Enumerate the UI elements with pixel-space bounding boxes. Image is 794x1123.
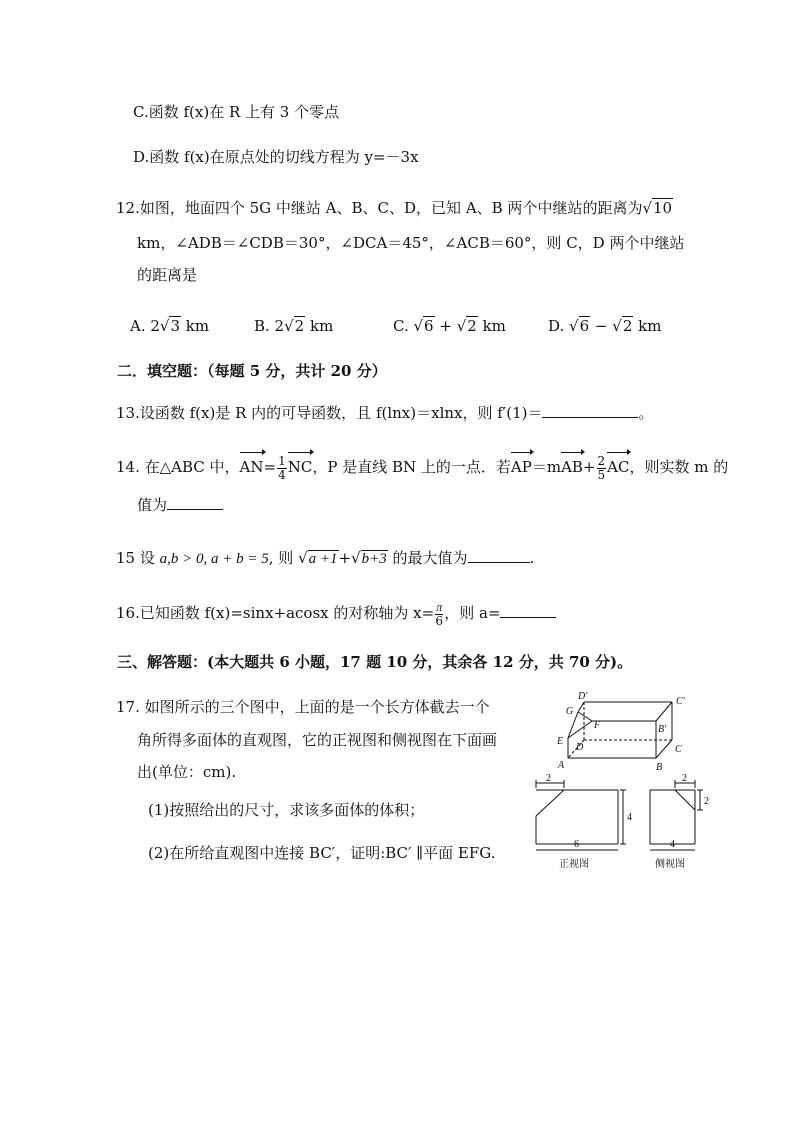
svg-text:A: A (558, 760, 565, 771)
svg-text:侧视图: 侧视图 (655, 859, 685, 870)
section2-heading: 二．填空题：（每题 5 分，共计 20 分） (117, 362, 387, 380)
q13: 13.设函数 f(x)是 R 内的可导函数，且 f(lnx)＝xlnx，则 f′(1)＝ 。 (116, 404, 654, 422)
q11-option-c: C.函数 f(x)在 R 上有 3 个零点 (133, 103, 340, 121)
svg-text:4: 4 (670, 839, 675, 850)
q14-line2: 值为 (137, 495, 223, 515)
answer-blank[interactable] (500, 603, 556, 618)
cuboid-figure (548, 688, 698, 776)
q12-option-d: D. √6 − √2 km (548, 317, 662, 335)
q12-option-c: C. √6 + √2 km (393, 317, 506, 335)
q15: 15 设 a,b > 0, a + b = 5, 则 √a +1+√b+3 的最大值为 . (116, 549, 535, 567)
svg-text:B: B (656, 762, 663, 773)
svg-text:F: F (594, 720, 601, 731)
section3-heading: 三、解答题：(本大题共 6 小题，17 题 10 分，其余各 12 分，共 70 分)。 (117, 653, 633, 671)
q17-line1: 17. 如图所示的三个图中，上面的是一个长方体截去一个 (116, 698, 490, 716)
q12-line2: km，∠ADB＝∠CDB＝30°，∠DCA＝45°，∠ACB＝60°，则 C，D 两个中继站 (137, 234, 685, 252)
svg-text:2: 2 (704, 796, 709, 807)
q14-line1: 14. 在△ABC 中，AN= $\frac{1}{4}$ NC，P 是直线 BN 上的一点．若AP＝mAB+ $\frac{2}{5}$ AC，则实数 m 的 (116, 453, 729, 482)
svg-text:正视图: 正视图 (559, 859, 589, 870)
q12-option-b: B. 2√2 km (254, 317, 334, 335)
q16: 16.已知函数 f(x)=sinx+acosx 的对称轴为 x= $\frac{\pi}{6}$ ，则 a= (116, 598, 556, 628)
svg-text:G: G (566, 706, 574, 717)
answer-blank[interactable] (468, 548, 530, 563)
q12-option-a: A. 2√3 km (130, 317, 210, 335)
answer-blank[interactable] (167, 495, 223, 510)
answer-blank[interactable] (542, 403, 638, 418)
svg-text:4: 4 (627, 812, 632, 823)
svg-text:D′: D′ (578, 691, 588, 702)
svg-text:2: 2 (682, 774, 687, 784)
q12-line1: 12.如图，地面四个 5G 中继站 A、B、C、D，已知 A、B 两个中继站的距离为√10 (116, 199, 673, 217)
svg-text:C: C (675, 744, 682, 755)
q17-part2: (2)在所给直观图中连接 BC′，证明:BC′ ∥平面 EFG. (148, 844, 496, 862)
q17-line2: 角所得多面体的直观图，它的正视图和侧视图在下面画 (137, 731, 498, 749)
q17-line3: 出(单位：cm). (137, 763, 237, 781)
svg-text:D: D (576, 742, 584, 753)
front-view-figure (526, 774, 638, 872)
q11-option-d: D.函数 f(x)在原点处的切线方程为 y=－3x (133, 148, 419, 166)
sqrt-10: √10 (642, 199, 673, 217)
svg-text:2: 2 (546, 774, 551, 784)
svg-text:B′: B′ (658, 724, 667, 735)
svg-text:C′: C′ (676, 696, 685, 707)
svg-text:6: 6 (574, 839, 579, 850)
side-view-figure (645, 774, 715, 872)
q12-line3: 的距离是 (137, 266, 198, 284)
svg-text:E: E (557, 736, 564, 747)
q17-part1: (1)按照给出的尺寸，求该多面体的体积； (148, 801, 425, 819)
